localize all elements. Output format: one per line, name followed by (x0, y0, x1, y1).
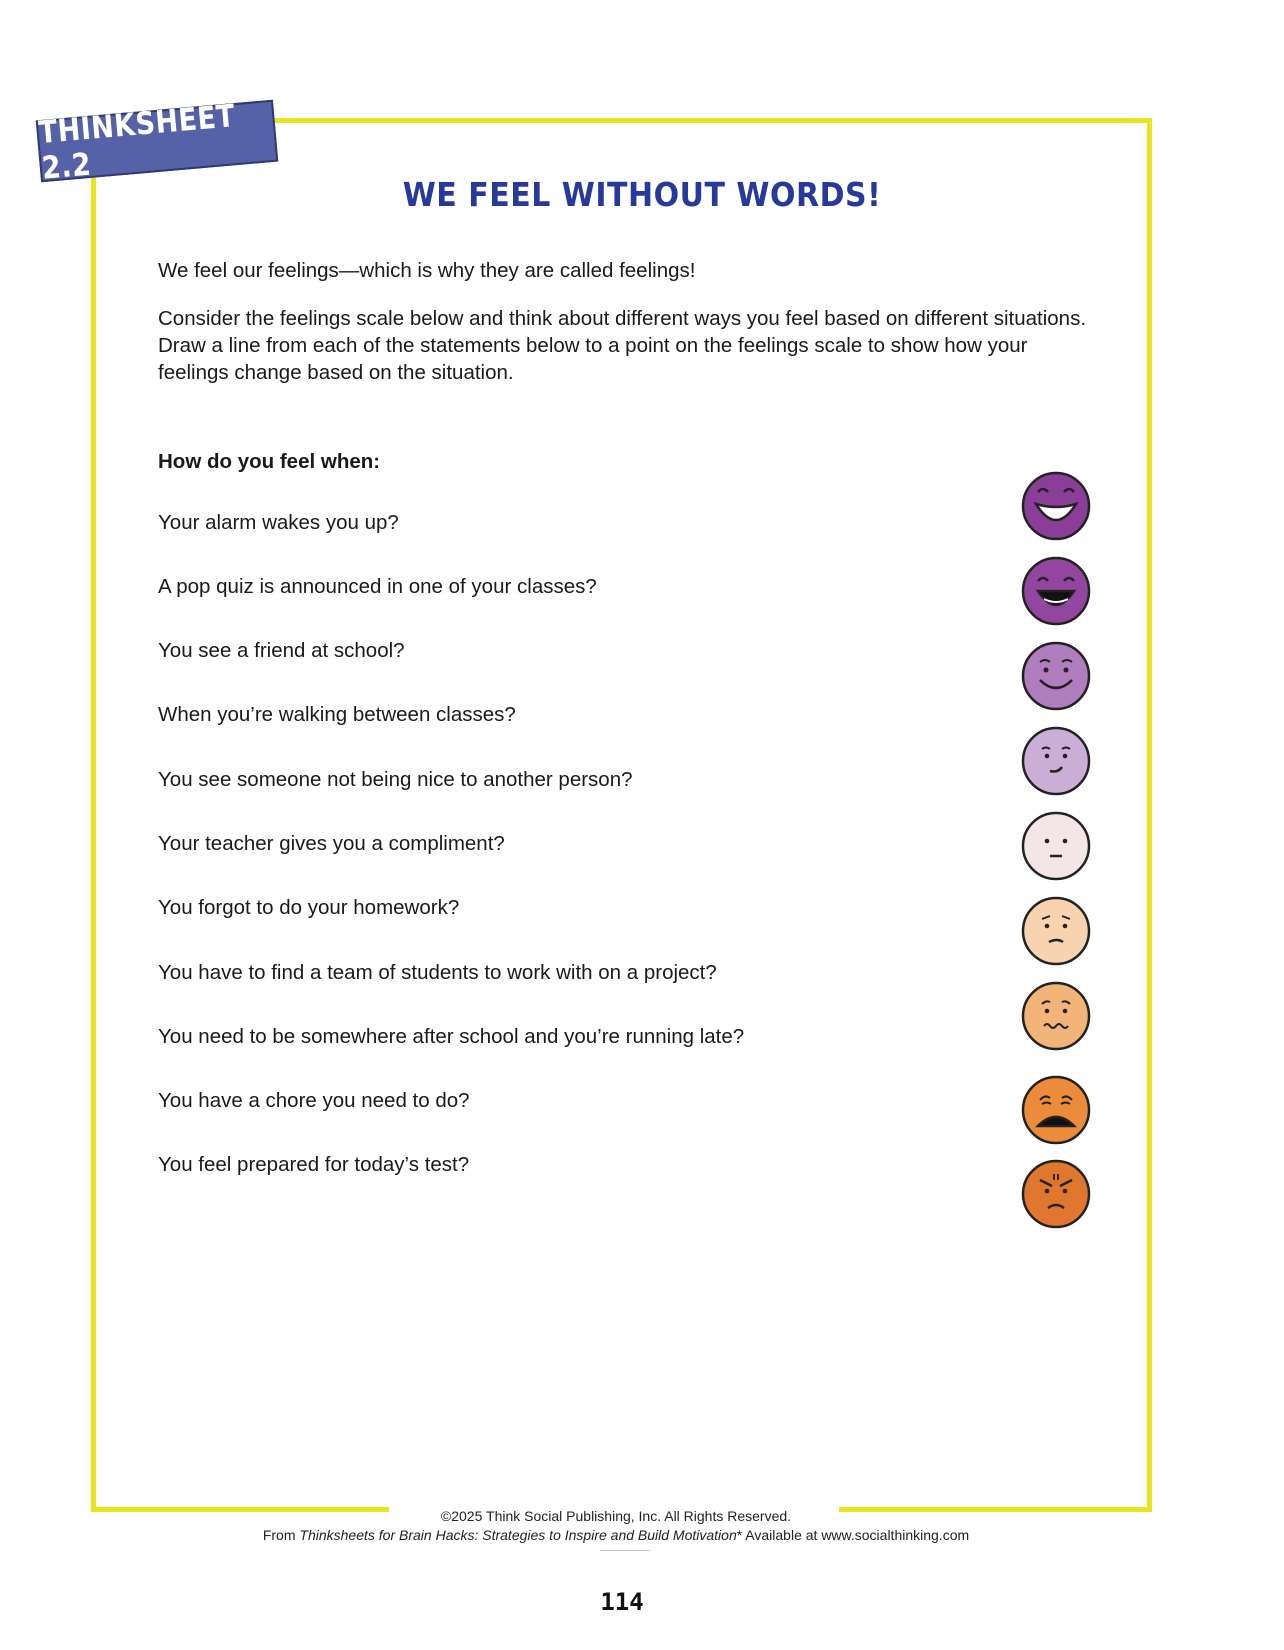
instructions-text: Consider the feelings scale below and think about different ways you feel based on different situations. Draw a line from each of the statements below to a point on the feelings scale to show how your feelings change based on the situation. (158, 307, 1087, 384)
question-11: You feel prepared for today’s test? (158, 1153, 470, 1176)
thinksheet-tab-label: THINKSHEET 2.2 (37, 98, 237, 187)
question-6: Your teacher gives you a compliment? (158, 832, 505, 855)
footer-rule (600, 1550, 650, 1551)
page-number: 114 (600, 1588, 644, 1616)
footer-availability: * Available at www.socialthinking.com (736, 1527, 970, 1543)
uneasy-face-icon (1020, 895, 1092, 967)
page-title: WE FEEL WITHOUT WORDS! (402, 176, 882, 215)
ecstatic-face-icon (1020, 470, 1092, 542)
question-5: You see someone not being nice to another person? (158, 768, 633, 791)
question-3: You see a friend at school? (158, 639, 405, 662)
question-2: A pop quiz is announced in one of your classes? (158, 575, 597, 598)
happy-face-icon (1020, 640, 1092, 712)
content-face-icon (1020, 725, 1092, 797)
neutral-face-icon (1020, 810, 1092, 882)
angry-face-icon (1020, 1158, 1092, 1230)
footer-copyright: ©2025 Think Social Publishing, Inc. All Rights Reserved. (440, 1508, 792, 1524)
question-prompt: How do you feel when: (158, 450, 381, 473)
question-8: You have to find a team of students to work with on a project? (158, 961, 717, 984)
question-10: You have a chore you need to do? (158, 1089, 470, 1112)
worried-face-icon (1020, 980, 1092, 1052)
question-4: When you’re walking between classes? (158, 703, 516, 726)
intro-text: We feel our feelings—which is why they are called feelings! (158, 259, 696, 282)
question-1: Your alarm wakes you up? (158, 511, 399, 534)
question-7: You forgot to do your homework? (158, 896, 460, 919)
footer-book-title: Thinksheets for Brain Hacks: Strategies to Inspire and Build Motivation (299, 1527, 737, 1543)
laughing-face-icon (1020, 555, 1092, 627)
question-9: You need to be somewhere after school and you’re running late? (158, 1025, 745, 1048)
footer-source (0, 1527, 1232, 1543)
footer-from: From (262, 1527, 300, 1543)
distressed-face-icon (1020, 1074, 1092, 1146)
